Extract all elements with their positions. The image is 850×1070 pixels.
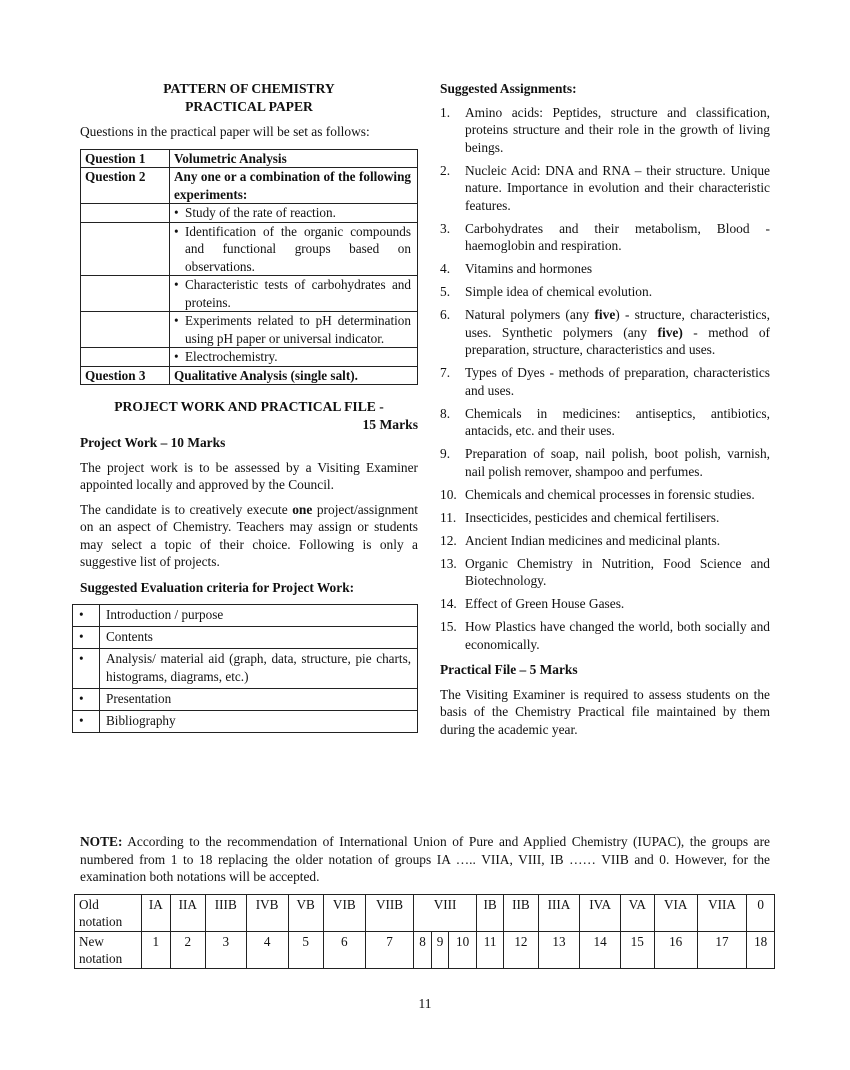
question-2-subrow — [81, 276, 418, 312]
pattern-title-line-2: PRACTICAL PAPER — [185, 99, 313, 114]
old-notation-label: Old notation — [75, 895, 142, 932]
project-title — [80, 398, 418, 434]
question-table — [80, 149, 418, 386]
assignment-number: 6. — [440, 307, 451, 322]
assignment-item: 5. Simple idea of chemical evolution. — [440, 284, 653, 299]
experiment-item: • Characteristic tests of carbohydrates and proteins. — [174, 276, 411, 311]
old-notation-cell: VIII — [414, 895, 477, 932]
assignment-item: 9. Preparation of soap, nail polish, boot polish, varnish, nail polish remover, shampoo and perfumes. — [440, 446, 770, 479]
old-notation-cell: IIIA — [538, 895, 580, 932]
old-notation-cell: IA — [142, 895, 171, 932]
assignment-item: 8. Chemicals in medicines: antiseptics, antibiotics, antacids, etc. and their uses. — [440, 405, 770, 438]
assignment-number: 15. — [440, 619, 457, 634]
experiment-item: • Study of the rate of reaction. — [174, 204, 411, 222]
bullet: • — [73, 649, 100, 689]
new-notation-cell: 9 — [431, 932, 449, 969]
new-notation-label: New notation — [75, 932, 142, 969]
new-notation-cell: 15 — [620, 932, 654, 969]
new-notation-cell: 10 — [449, 932, 477, 969]
assignment-number: 9. — [440, 446, 451, 461]
old-notation-cell: 0 — [747, 895, 775, 932]
bullet: • — [73, 689, 100, 711]
new-notation-cell: 4 — [246, 932, 288, 969]
assignment-number: 13. — [440, 555, 457, 571]
assignment-number: 4. — [440, 261, 451, 276]
assignment-item: 6. Natural polymers (any five) - structure, characteristics, uses. Synthetic polymers (any five) - method of preparation, structure, characteristics and uses. — [440, 307, 770, 357]
assignment-number: 3. — [440, 220, 451, 236]
assignment-item: 3. Carbohydrates and their metabolism, Blood - haemoglobin and respiration. — [440, 220, 770, 253]
old-notation-cell: IVB — [246, 895, 288, 932]
new-notation-cell: 5 — [288, 932, 323, 969]
evaluation-row — [73, 711, 418, 733]
new-notation-cell: 8 — [414, 932, 432, 969]
new-notation-cell: 1 — [142, 932, 171, 969]
assignment-number: 11. — [440, 509, 457, 525]
bullet: • — [73, 605, 100, 627]
project-title-line-1: PROJECT WORK AND PRACTICAL FILE - — [114, 399, 384, 414]
old-notation-cell: IVA — [580, 895, 620, 932]
evaluation-row — [73, 605, 418, 627]
new-notation-cell: 13 — [538, 932, 580, 969]
practical-file-heading: Practical File – 5 Marks — [440, 662, 578, 677]
assignment-number: 12. — [440, 532, 457, 548]
pattern-title-line-1: PATTERN OF CHEMISTRY — [163, 81, 335, 96]
project-paragraph-1: The project work is to be assessed by a Visiting Examiner appointed locally and approved by the Council. — [80, 459, 418, 492]
new-notation-cell: 7 — [365, 932, 414, 969]
note-text: According to the recommendation of International Union of Pure and Applied Chemistry (IUPAC), the groups are numbered from 1 to 18 replacing the older notation of groups IA ….. VIIA, VIII, IB …… VIIB and 0. However, for the examination both notations will be accepted. — [80, 834, 770, 884]
old-notation-cell: VIIB — [365, 895, 414, 932]
new-notation-row — [75, 932, 775, 969]
question-1-label: Question 1 — [81, 149, 170, 168]
old-notation-cell: VB — [288, 895, 323, 932]
question-3-text: Qualitative Analysis (single salt). — [170, 366, 418, 385]
old-notation-cell: VIA — [654, 895, 697, 932]
new-notation-cell: 12 — [504, 932, 538, 969]
evaluation-item: Contents — [100, 627, 418, 649]
assignment-item: 10. Chemicals and chemical processes in forensic studies. — [440, 486, 755, 502]
question-2-label: Question 2 — [81, 168, 170, 204]
assignment-number: 2. — [440, 162, 451, 178]
old-notation-cell: IIIB — [205, 895, 246, 932]
new-notation-cell: 18 — [747, 932, 775, 969]
assignment-number: 10. — [440, 486, 457, 502]
experiment-item: • Electrochemistry. — [174, 348, 411, 366]
old-notation-cell: VA — [620, 895, 654, 932]
old-notation-cell: VIIA — [697, 895, 747, 932]
page-number: 11 — [418, 996, 432, 1011]
bullet: • — [73, 711, 100, 733]
new-notation-cell: 3 — [205, 932, 246, 969]
intro-text: Questions in the practical paper will be set as follows: — [80, 124, 370, 139]
pattern-title — [80, 80, 418, 116]
evaluation-row — [73, 627, 418, 649]
evaluation-heading: Suggested Evaluation criteria for Project Work: — [80, 579, 355, 595]
experiment-item: • Identification of the organic compounds and functional groups based on observations. — [174, 223, 411, 276]
evaluation-item: Introduction / purpose — [100, 605, 418, 627]
assignment-item: 14. Effect of Green House Gases. — [440, 596, 625, 611]
question-2-subrow — [81, 204, 418, 223]
question-row-1 — [81, 149, 418, 168]
old-notation-cell: IB — [476, 895, 504, 932]
project-paragraph-2: The candidate is to creatively execute one project/assignment on an aspect of Chemistry. Teachers may assign or students may select a topic of their choice. Following is only a suggestive list of projects. — [80, 501, 418, 569]
assignment-item: 15. How Plastics have changed the world, both socially and economically. — [440, 619, 770, 652]
assignment-item: 1. Amino acids: Peptides, structure and classification, proteins structure and their role in the growth of living beings. — [440, 104, 770, 155]
assignment-item: 13. Organic Chemistry in Nutrition, Food Science and Biotechnology. — [440, 555, 770, 588]
group-notation-table — [74, 894, 775, 969]
left-column — [80, 80, 418, 733]
old-notation-cell: IIB — [504, 895, 538, 932]
new-notation-cell: 17 — [697, 932, 747, 969]
project-title-line-2: 15 Marks — [362, 417, 418, 432]
project-work-heading: Project Work – 10 Marks — [80, 435, 226, 450]
assignment-item: 2. Nucleic Acid: DNA and RNA – their structure. Unique nature. Importance in evolution and their characteristic features. — [440, 162, 770, 213]
assignments-heading: Suggested Assignments: — [440, 81, 577, 96]
note-paragraph — [80, 833, 770, 886]
assignment-number: 8. — [440, 405, 451, 421]
question-2-text: Any one or a combination of the following experiments: — [170, 168, 418, 204]
question-row-2 — [81, 168, 418, 204]
old-notation-row — [75, 895, 775, 932]
new-notation-cell: 2 — [170, 932, 205, 969]
bullet: • — [73, 627, 100, 649]
new-notation-cell: 6 — [323, 932, 365, 969]
question-2-subrow — [81, 312, 418, 348]
assignment-number: 5. — [440, 284, 451, 299]
right-column — [440, 80, 770, 738]
new-notation-cell: 16 — [654, 932, 697, 969]
old-notation-cell: VIB — [323, 895, 365, 932]
question-row-3 — [81, 366, 418, 385]
experiment-item: • Experiments related to pH determination using pH paper or universal indicator. — [174, 312, 411, 347]
question-3-label: Question 3 — [81, 366, 170, 385]
old-notation-cell: IIA — [170, 895, 205, 932]
note-label: NOTE: — [80, 834, 123, 849]
new-notation-cell: 11 — [476, 932, 504, 969]
question-2-subrow — [81, 348, 418, 367]
evaluation-item: Presentation — [100, 689, 418, 711]
question-2-subrow — [81, 222, 418, 276]
question-1-text: Volumetric Analysis — [170, 149, 418, 168]
evaluation-item: Analysis/ material aid (graph, data, structure, pie charts, histograms, diagrams, etc.) — [100, 649, 418, 689]
evaluation-row — [73, 689, 418, 711]
assignment-number: 7. — [440, 365, 451, 380]
evaluation-table — [72, 604, 418, 733]
assignments-list — [440, 104, 770, 654]
assignment-number: 1. — [440, 104, 451, 120]
evaluation-item: Bibliography — [100, 711, 418, 733]
assignment-item: 7. Types of Dyes - methods of preparation, characteristics and uses. — [440, 365, 770, 398]
assignment-item: 12. Ancient Indian medicines and medicinal plants. — [440, 532, 721, 548]
new-notation-cell: 14 — [580, 932, 620, 969]
assignment-number: 14. — [440, 596, 457, 611]
assignment-item: 4. Vitamins and hormones — [440, 261, 593, 276]
evaluation-row — [73, 649, 418, 689]
practical-file-text: The Visiting Examiner is required to assess students on the basis of the Chemistry Practical file maintained by them during the academic year. — [440, 686, 770, 737]
assignment-item: 11. Insecticides, pesticides and chemical fertilisers. — [440, 509, 720, 525]
